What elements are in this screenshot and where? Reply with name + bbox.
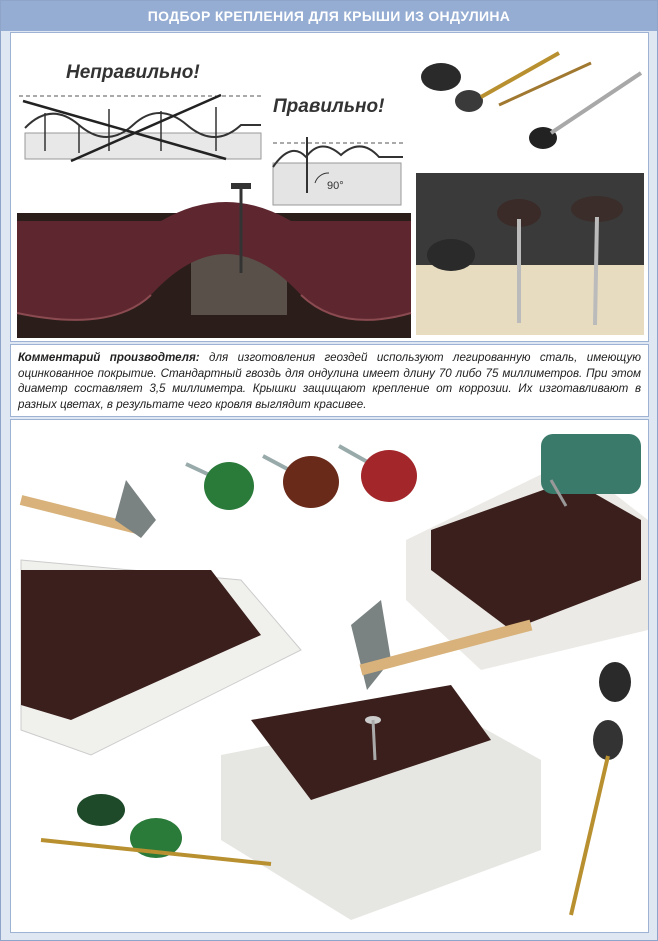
right-label: Правильно! [273, 96, 385, 117]
bottom-illustrations-panel [10, 419, 649, 933]
top-illustrations [11, 33, 648, 341]
page-title: ПОДБОР КРЕПЛЕНИЯ ДЛЯ КРЫШИ ИЗ ОНДУЛИНА [1, 1, 657, 31]
manufacturer-comment-panel [10, 344, 649, 417]
hammer-ondulin-left [21, 480, 301, 755]
wrong-label: Неправильно! [66, 62, 200, 83]
fasteners-photo [421, 53, 641, 149]
right-nailing-diagram [273, 96, 403, 205]
drill-ondulin-right [406, 434, 648, 670]
top-illustrations-panel [10, 32, 649, 342]
wrong-nailing-diagram [19, 62, 261, 161]
angle-label: 90° [327, 180, 344, 192]
manufacturer-comment [18, 350, 641, 412]
screws-on-board-photo [416, 173, 644, 335]
bottom-illustrations [11, 420, 648, 932]
comment-text: для изготовления геоздей используют легированную сталь, имеющую оцинкованное покрытие. Стандартный гвоздь для ондулина имеет длину 70 либо 75 миллиметров. При этом диаметр составляет 3,5 миллиметра. Крышки защищают крепление от коррозии. Их изготавливают в разных цветах, в результате чего кровля выглядит красивее. [18, 351, 641, 411]
single-cap-screw-photo [571, 662, 631, 915]
ondulin-section-photo [17, 183, 411, 338]
comment-lead: Комментарий производтеля: [18, 351, 200, 364]
colored-caps-photo [186, 446, 417, 510]
